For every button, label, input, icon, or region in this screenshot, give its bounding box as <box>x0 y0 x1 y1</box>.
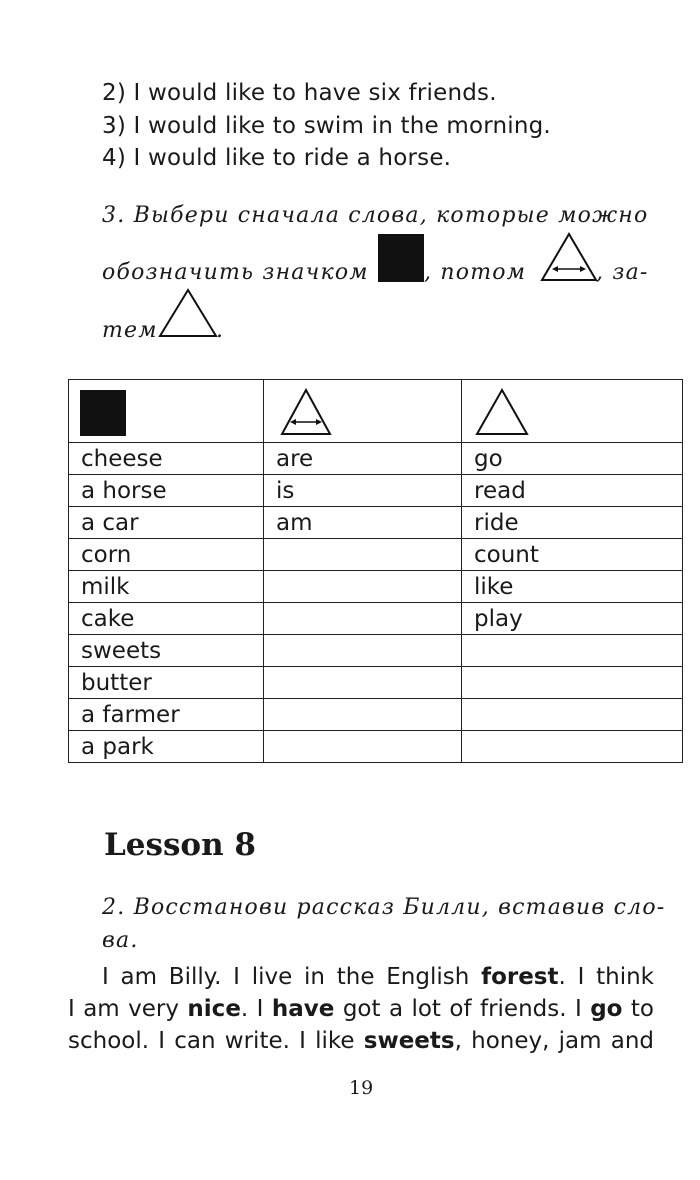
noun-cell: a park <box>69 731 264 763</box>
sentence-4: 4) I would like to ride a horse. <box>102 145 452 171</box>
be-verb-cell <box>264 539 462 571</box>
verb-cell: like <box>462 571 683 603</box>
verb-cell <box>462 635 683 667</box>
table-row <box>69 475 683 507</box>
page-number: 19 <box>349 1077 374 1099</box>
verb-cell: read <box>462 475 683 507</box>
black-square-icon <box>378 234 424 282</box>
answer-word: sweets <box>363 1028 455 1054</box>
be-verb-cell: is <box>264 475 462 507</box>
be-verb-cell <box>264 731 462 763</box>
triangle-with-arrow-icon <box>280 388 332 438</box>
table-row <box>69 635 683 667</box>
verb-cell: count <box>462 539 683 571</box>
task2-instruction-line1: 2. Восстанови рассказ Билли, вставив сло- <box>102 895 666 920</box>
noun-cell: cake <box>69 603 264 635</box>
header-cell-square <box>69 380 264 443</box>
noun-cell: a horse <box>69 475 264 507</box>
be-verb-cell <box>264 603 462 635</box>
be-verb-cell <box>264 667 462 699</box>
noun-cell: milk <box>69 571 264 603</box>
noun-cell: corn <box>69 539 264 571</box>
task2-instruction-line2: ва. <box>102 928 139 953</box>
triangle-icon <box>158 288 218 344</box>
black-square-icon <box>80 390 126 436</box>
task3-instruction-line2a: обозначить значком <box>102 260 369 285</box>
header-cell-triangle <box>462 380 683 443</box>
table-header-row <box>69 380 683 443</box>
noun-cell: a farmer <box>69 699 264 731</box>
verb-cell: play <box>462 603 683 635</box>
sentence-3: 3) I would like to swim in the morning. <box>102 113 551 139</box>
word-table <box>68 379 683 763</box>
triangle-with-arrow-icon <box>540 232 598 288</box>
sentence-2: 2) I would like to have six friends. <box>102 80 497 106</box>
be-verb-cell: am <box>264 507 462 539</box>
verb-cell <box>462 667 683 699</box>
answer-word: have <box>271 996 335 1022</box>
be-verb-cell <box>264 699 462 731</box>
table-row <box>69 699 683 731</box>
task3-instruction-line1: 3. Выбери сначала слова, которые можно <box>102 203 649 228</box>
noun-cell: sweets <box>69 635 264 667</box>
verb-cell <box>462 731 683 763</box>
table-row <box>69 731 683 763</box>
be-verb-cell <box>264 635 462 667</box>
story-line-1: I am Billy. I live in the English forest. I think <box>102 964 654 990</box>
verb-cell <box>462 699 683 731</box>
story-line-3: school. I can write. I like sweets, honey, jam and <box>68 1028 654 1054</box>
noun-cell: butter <box>69 667 264 699</box>
noun-cell: a car <box>69 507 264 539</box>
verb-cell: ride <box>462 507 683 539</box>
triangle-icon <box>475 388 529 438</box>
table-row <box>69 667 683 699</box>
table-row <box>69 571 683 603</box>
verb-cell: go <box>462 443 683 475</box>
header-cell-arrow-triangle <box>264 380 462 443</box>
be-verb-cell: are <box>264 443 462 475</box>
answer-word: go <box>590 996 623 1022</box>
noun-cell: cheese <box>69 443 264 475</box>
table-row <box>69 539 683 571</box>
answer-word: nice <box>187 996 241 1022</box>
task3-instruction-line2b: , потом <box>424 260 527 285</box>
table-row <box>69 507 683 539</box>
lesson-title: Lesson 8 <box>104 827 257 863</box>
story-line-2: I am very nice. I have got a lot of friends. I go to <box>68 996 655 1022</box>
table-row <box>69 603 683 635</box>
table-row <box>69 443 683 475</box>
task3-instruction-line3b: . <box>216 318 225 343</box>
task3-instruction-line2c: , за- <box>596 260 649 285</box>
be-verb-cell <box>264 571 462 603</box>
task3-instruction-line3a: тем <box>102 318 158 343</box>
answer-word: forest <box>481 964 559 990</box>
